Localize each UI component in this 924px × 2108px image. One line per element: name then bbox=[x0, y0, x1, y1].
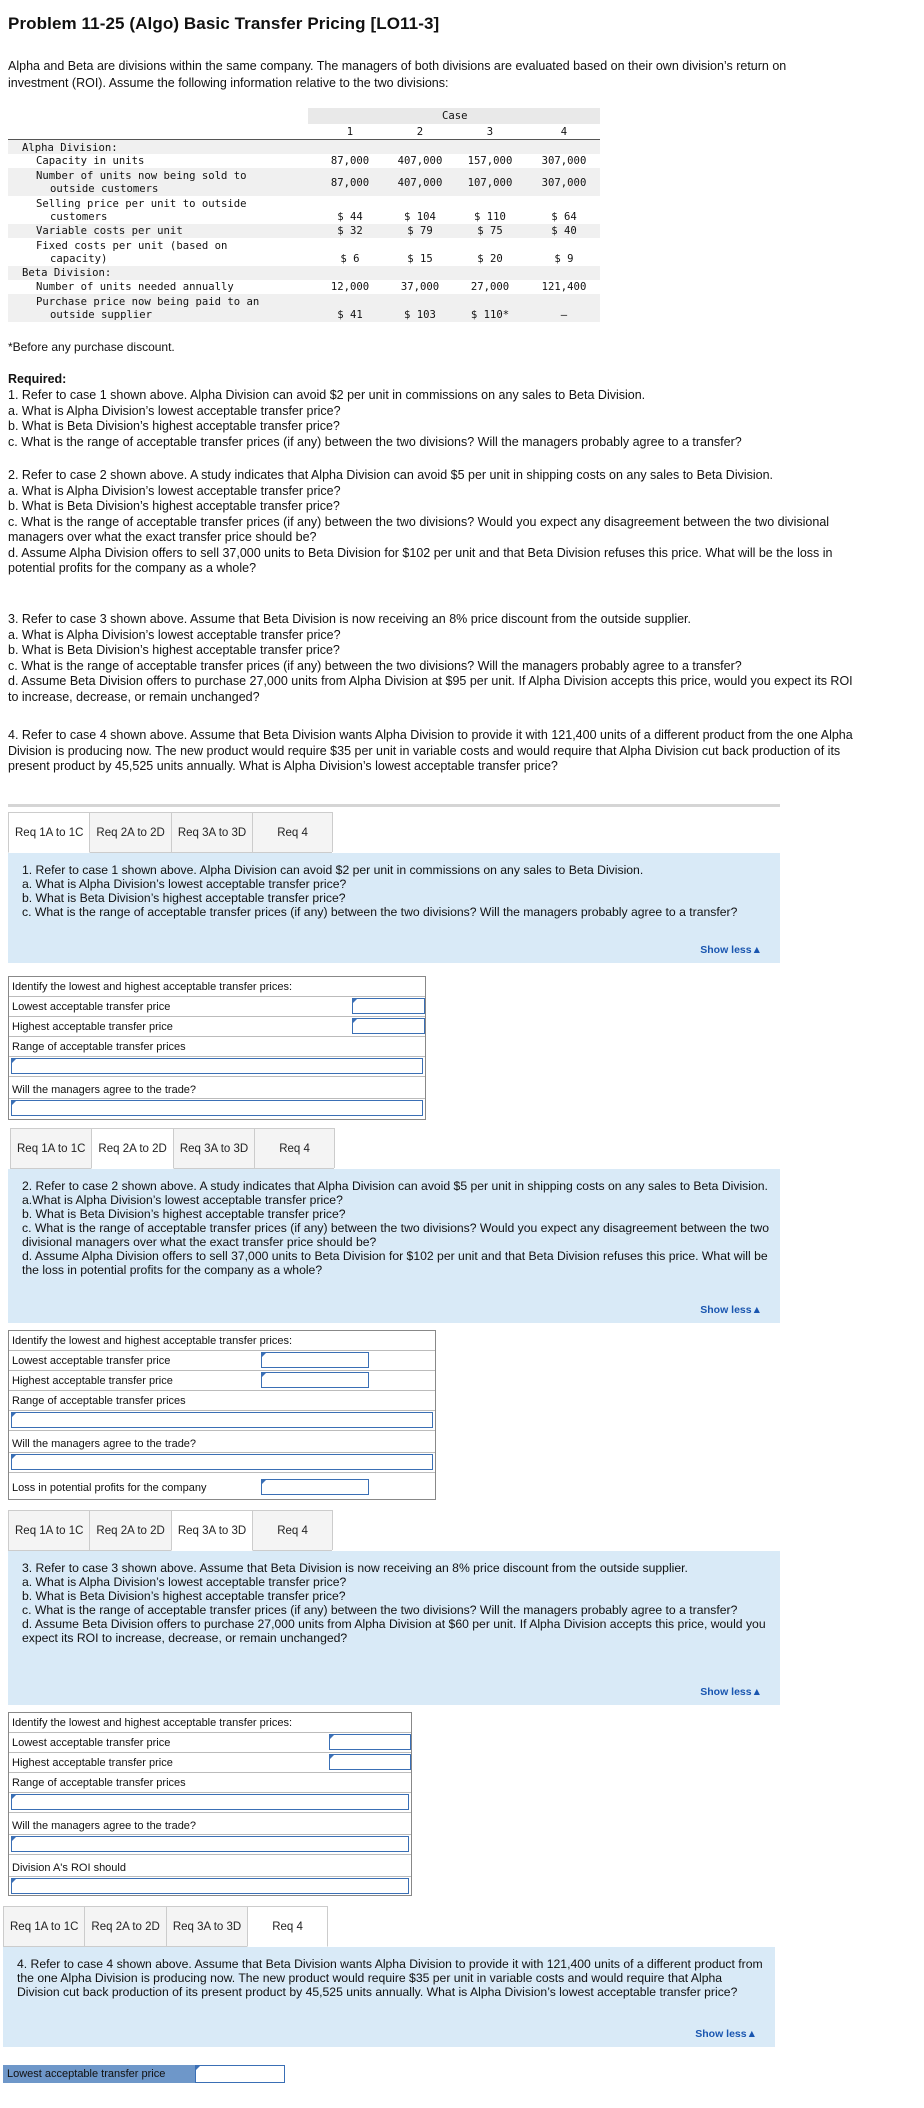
cell-value: $ 64 bbox=[551, 211, 577, 223]
req-line: b. What is Beta Division’s highest acceptable transfer price? bbox=[8, 419, 340, 433]
cell-value: 12,000 bbox=[330, 281, 370, 293]
answer-label: Lowest acceptable transfer price bbox=[12, 1737, 171, 1749]
table-row bbox=[9, 1411, 435, 1431]
cell-value: $ 110* bbox=[470, 309, 510, 321]
answer-table-1 bbox=[8, 976, 426, 1120]
cell-value: $ 104 bbox=[404, 211, 436, 223]
row-label: capacity) bbox=[50, 253, 108, 265]
cell-value: 87,000 bbox=[330, 155, 370, 167]
row-label: outside customers bbox=[50, 183, 159, 195]
row-label: customers bbox=[50, 211, 108, 223]
row-label: Fixed costs per unit (based on bbox=[36, 240, 228, 252]
tab-req-3a-3d[interactable]: Req 3A to 3D bbox=[173, 1128, 255, 1168]
cell-value: 407,000 bbox=[397, 177, 443, 189]
table-row bbox=[9, 1057, 425, 1077]
answer-table-3 bbox=[8, 1712, 412, 1896]
answer-label: Lowest acceptable transfer price bbox=[12, 1355, 171, 1367]
question-line: b. What is Beta Division’s highest acceptable transfer price? bbox=[22, 1207, 346, 1221]
question-line: b. What is Beta Division’s highest acceptable transfer price? bbox=[22, 1589, 346, 1603]
table-row bbox=[9, 1037, 425, 1057]
cell-value: $ 103 bbox=[404, 309, 436, 321]
tab-req-4[interactable]: Req 4 bbox=[252, 812, 333, 852]
table-row bbox=[8, 238, 600, 266]
answer-label: Range of acceptable transfer prices bbox=[12, 1777, 186, 1789]
case-header: Case bbox=[442, 110, 468, 122]
tab-req-4[interactable]: Req 4 bbox=[254, 1128, 335, 1168]
req-line: d. Assume Alpha Division offers to sell 37,000 units to Beta Division for $102 per unit and that Beta Division refuses this price. What will be the loss in potential profits for the company as a whole? bbox=[8, 545, 833, 575]
required-1 bbox=[8, 388, 866, 450]
req-line: 3. Refer to case 3 shown above. Assume that Beta Division is now receiving an 8% price discount from the outside supplier. bbox=[8, 612, 692, 626]
divider bbox=[8, 804, 780, 807]
table-row bbox=[8, 140, 600, 154]
answer-label: Will the managers agree to the trade? bbox=[12, 1820, 197, 1832]
req-line: 2. Refer to case 2 shown above. A study indicates that Alpha Division can avoid $5 per unit in shipping costs on any sales to Beta Division. bbox=[8, 468, 774, 482]
required-heading: Required: bbox=[8, 372, 67, 386]
show-less-link[interactable]: Show less▲ bbox=[700, 944, 762, 956]
highest-price-input[interactable] bbox=[329, 1754, 411, 1770]
question-line: c. What is the range of acceptable transfer prices (if any) between the two divisions? Will the managers probably agree to a transfer? bbox=[22, 905, 738, 919]
cell-value: $ 75 bbox=[477, 225, 503, 237]
cell-value: $ 9 bbox=[554, 253, 574, 265]
question-line: c. What is the range of acceptable transfer prices (if any) between the two divisions? Would you expect any disagreement between the two divisional managers over what the exact transfer price should be? bbox=[22, 1221, 770, 1249]
table-row bbox=[9, 1855, 411, 1877]
agree-select[interactable] bbox=[11, 1454, 433, 1470]
lowest-price-input[interactable] bbox=[195, 2065, 285, 2083]
table-row bbox=[9, 997, 425, 1017]
case-number: 1 bbox=[346, 126, 354, 138]
question-line: 3. Refer to case 3 shown above. Assume that Beta Division is now receiving an 8% price discount from the outside supplier. bbox=[22, 1561, 688, 1575]
row-label: Selling price per unit to outside bbox=[36, 198, 247, 210]
req-line: a. What is Alpha Division’s lowest acceptable transfer price? bbox=[8, 483, 341, 498]
cell-value: $ 32 bbox=[337, 225, 363, 237]
table-row bbox=[9, 1473, 435, 1499]
table-row bbox=[8, 280, 600, 294]
range-select[interactable] bbox=[11, 1794, 409, 1810]
question-line: d. Assume Alpha Division offers to sell 37,000 units to Beta Division for $102 per unit and that Beta Division refuses this price. What will be the loss in potential profits for the company as a whole? bbox=[22, 1249, 768, 1277]
question-line: 1. Refer to case 1 shown above. Alpha Division can avoid $2 per unit in commissions on any sales to Beta Division. bbox=[22, 863, 644, 877]
tab-req-3a-3d[interactable]: Req 3A to 3D bbox=[166, 1906, 248, 1946]
cell-value: 121,400 bbox=[541, 281, 587, 293]
cell-value: $ 79 bbox=[407, 225, 433, 237]
row-label: Variable costs per unit bbox=[36, 225, 183, 237]
question-box bbox=[8, 1169, 780, 1323]
table-row bbox=[9, 1017, 425, 1037]
range-select[interactable] bbox=[11, 1412, 433, 1428]
question-line: d. Assume Beta Division offers to purchase 27,000 units from Alpha Division at $60 per unit. If Alpha Division accepts this price, would you expect its ROI to increase, decrease, or remain unchanged? bbox=[22, 1617, 766, 1645]
table-row bbox=[8, 224, 600, 238]
table-row bbox=[8, 294, 600, 322]
intro-text: Alpha and Beta are divisions within the same company. The managers of both divisions are evaluated based on their own division’s return on investment (ROI). Assume the following information relative to the two divisions: bbox=[8, 59, 787, 90]
tab-req-3a-3d[interactable]: Req 3A to 3D bbox=[171, 1510, 253, 1551]
table-row bbox=[9, 1753, 411, 1773]
cell-value: 407,000 bbox=[397, 155, 443, 167]
table-row bbox=[9, 977, 425, 997]
answer-label: Lowest acceptable transfer price bbox=[12, 1001, 171, 1013]
tab-req-3a-3d[interactable]: Req 3A to 3D bbox=[171, 812, 253, 852]
case-data-table bbox=[8, 108, 600, 326]
answer-label: Division A's ROI should bbox=[12, 1862, 126, 1874]
table-row bbox=[9, 1713, 411, 1733]
case-number: 4 bbox=[560, 126, 568, 138]
show-less-link[interactable]: Show less▲ bbox=[700, 1686, 762, 1698]
required-3 bbox=[8, 612, 866, 705]
lowest-price-label: Lowest acceptable transfer price bbox=[3, 2065, 195, 2083]
req-line: d. Assume Beta Division offers to purchase 27,000 units from Alpha Division at $95 per unit. If Alpha Division accepts this price, would you expect its ROI to increase, decrease, or remain unchanged? bbox=[8, 674, 853, 704]
req-line: a. What is Alpha Division’s lowest acceptable transfer price? bbox=[8, 403, 341, 418]
row-label: Capacity in units bbox=[36, 155, 145, 167]
tab-req-2a-2d[interactable]: Req 2A to 2D bbox=[89, 1510, 171, 1550]
cell-value: $ 40 bbox=[551, 225, 577, 237]
cell-value: $ 44 bbox=[337, 211, 363, 223]
cell-value: 157,000 bbox=[467, 155, 513, 167]
cell-value: 307,000 bbox=[541, 177, 587, 189]
question-line: 4. Refer to case 4 shown above. Assume that Beta Division wants Alpha Division to provide it with 121,400 units of a different product from the one Alpha Division is producing now. The new product would require $35 per unit in variable costs and would require that Alpha Division cut back production of its present product by 45,525 units annually. What is Alpha Division’s lowest acceptable transfer price? bbox=[17, 1957, 763, 1999]
lowest-price-input[interactable] bbox=[329, 1734, 411, 1750]
section-heading: Alpha Division: bbox=[22, 142, 118, 154]
tab-req-1a-1c[interactable]: Req 1A to 1C bbox=[8, 812, 90, 853]
table-row bbox=[9, 1077, 425, 1099]
table-row bbox=[9, 1835, 411, 1855]
req-line: c. What is the range of acceptable transfer prices (if any) between the two divisions? Will the managers probably agree to a transfer? bbox=[8, 658, 742, 673]
question-line: a. What is Alpha Division’s lowest acceptable transfer price? bbox=[22, 1575, 347, 1589]
case-number: 3 bbox=[486, 126, 494, 138]
question-line: a.What is Alpha Division’s lowest acceptable transfer price? bbox=[22, 1193, 343, 1207]
table-row bbox=[9, 1431, 435, 1453]
table-row bbox=[8, 266, 600, 280]
case-number: 2 bbox=[416, 126, 424, 138]
table-row bbox=[8, 154, 600, 168]
req-line: a. What is Alpha Division’s lowest acceptable transfer price? bbox=[8, 627, 341, 642]
answer-label: Will the managers agree to the trade? bbox=[12, 1084, 197, 1096]
tab-req-1a-1c[interactable]: Req 1A to 1C bbox=[10, 1128, 92, 1168]
req-line: 1. Refer to case 1 shown above. Alpha Division can avoid $2 per unit in commissions on any sales to Beta Division. bbox=[8, 388, 646, 402]
table-row bbox=[9, 1773, 411, 1793]
cell-value: 87,000 bbox=[330, 177, 370, 189]
tab-bar bbox=[3, 1906, 327, 1947]
req-line: b. What is Beta Division’s highest acceptable transfer price? bbox=[8, 643, 340, 657]
table-row bbox=[9, 1733, 411, 1753]
answer-label: Highest acceptable transfer price bbox=[12, 1021, 173, 1033]
answer-label: Range of acceptable transfer prices bbox=[12, 1395, 186, 1407]
tab-req-2a-2d[interactable]: Req 2A to 2D bbox=[91, 1128, 173, 1169]
tab-req-1a-1c[interactable]: Req 1A to 1C bbox=[3, 1906, 85, 1946]
loss-input[interactable] bbox=[261, 1479, 369, 1495]
req-line: b. What is Beta Division’s highest acceptable transfer price? bbox=[8, 499, 340, 513]
lowest-price-input[interactable] bbox=[352, 998, 425, 1014]
question-box bbox=[8, 853, 780, 963]
question-line: c. What is the range of acceptable transfer prices (if any) between the two divisions? Will the managers probably agree to a transfer? bbox=[22, 1603, 738, 1617]
answer-label: Highest acceptable transfer price bbox=[12, 1757, 173, 1769]
required-4 bbox=[8, 728, 866, 775]
row-label: Number of units needed annually bbox=[36, 281, 234, 293]
cell-value: 307,000 bbox=[541, 155, 587, 167]
cell-value: $ 15 bbox=[407, 253, 433, 265]
show-less-link[interactable]: Show less▲ bbox=[695, 2028, 757, 2040]
question-line: b. What is Beta Division’s highest acceptable transfer price? bbox=[22, 891, 346, 905]
tab-req-2a-2d[interactable]: Req 2A to 2D bbox=[89, 812, 171, 852]
cell-value: $ 20 bbox=[477, 253, 503, 265]
table-row bbox=[9, 1813, 411, 1835]
answer-label: Range of acceptable transfer prices bbox=[12, 1041, 186, 1053]
question-box bbox=[3, 1947, 775, 2047]
range-select[interactable] bbox=[11, 1058, 423, 1074]
roi-select[interactable] bbox=[11, 1878, 409, 1894]
highest-price-input[interactable] bbox=[352, 1018, 425, 1034]
answer-label: Highest acceptable transfer price bbox=[12, 1375, 173, 1387]
answer-label: Loss in potential profits for the company bbox=[12, 1482, 207, 1494]
tab-req-1a-1c[interactable]: Req 1A to 1C bbox=[8, 1510, 90, 1550]
table-row bbox=[9, 1877, 411, 1897]
answer-heading: Identify the lowest and highest acceptable transfer prices: bbox=[12, 981, 293, 993]
agree-select[interactable] bbox=[11, 1100, 423, 1116]
page-title: Problem 11-25 (Algo) Basic Transfer Pricing [LO11-3] bbox=[8, 14, 440, 33]
tab-bar bbox=[8, 1510, 332, 1551]
table-row bbox=[8, 196, 600, 224]
question-line: a. What is Alpha Division’s lowest acceptable transfer price? bbox=[22, 877, 347, 891]
section-heading: Beta Division: bbox=[22, 267, 112, 279]
cell-value: $ 6 bbox=[340, 253, 360, 265]
agree-select[interactable] bbox=[11, 1836, 409, 1852]
tab-req-4[interactable]: Req 4 bbox=[247, 1906, 328, 1947]
row-label: Purchase price now being paid to an bbox=[36, 296, 260, 308]
cell-value: 27,000 bbox=[470, 281, 510, 293]
question-box bbox=[8, 1551, 780, 1705]
required-2 bbox=[8, 468, 866, 577]
show-less-link[interactable]: Show less▲ bbox=[700, 1304, 762, 1316]
tab-req-2a-2d[interactable]: Req 2A to 2D bbox=[84, 1906, 166, 1946]
answer-heading: Identify the lowest and highest acceptable transfer prices: bbox=[12, 1717, 293, 1729]
row-label: Number of units now being sold to bbox=[36, 170, 247, 182]
cell-value: $ 41 bbox=[337, 309, 363, 321]
tab-bar bbox=[10, 1128, 334, 1169]
answer-heading: Identify the lowest and highest acceptable transfer prices: bbox=[12, 1335, 293, 1347]
table-row bbox=[9, 1371, 435, 1391]
lowest-price-input[interactable] bbox=[261, 1352, 369, 1368]
case-number-row bbox=[8, 124, 600, 140]
table-row bbox=[9, 1391, 435, 1411]
table-row bbox=[9, 1331, 435, 1351]
question-line: 2. Refer to case 2 shown above. A study indicates that Alpha Division can avoid $5 per unit in shipping costs on any sales to Beta Division. bbox=[22, 1179, 768, 1193]
req-line: c. What is the range of acceptable transfer prices (if any) between the two divisions? Will the managers probably agree to a transfer? bbox=[8, 434, 742, 449]
cell-value: 37,000 bbox=[400, 281, 440, 293]
row-label: outside supplier bbox=[50, 309, 153, 321]
table-row bbox=[9, 1351, 435, 1371]
table-row bbox=[9, 1793, 411, 1813]
cell-value: – bbox=[560, 309, 568, 321]
cell-value: 107,000 bbox=[467, 177, 513, 189]
tab-req-4[interactable]: Req 4 bbox=[252, 1510, 333, 1550]
req-line: c. What is the range of acceptable transfer prices (if any) between the two divisions? Would you expect any disagreement between the two divisional managers over what the exact transfer price should be? bbox=[8, 514, 830, 544]
table-row bbox=[9, 1453, 435, 1473]
table-row bbox=[8, 168, 600, 196]
cell-value: $ 110 bbox=[474, 211, 506, 223]
highest-price-input[interactable] bbox=[261, 1372, 369, 1388]
req-line: 4. Refer to case 4 shown above. Assume that Beta Division wants Alpha Division to provide it with 121,400 units of a different product from the one Alpha Division is producing now. The new product would require $35 per unit in variable costs and would require that Alpha Division cut back production of its present product by 45,525 units annually. What is Alpha Division’s lowest acceptable transfer price? bbox=[8, 728, 853, 773]
tab-bar bbox=[8, 812, 332, 853]
answer-label: Will the managers agree to the trade? bbox=[12, 1438, 197, 1450]
answer-table-2 bbox=[8, 1330, 436, 1500]
table-row bbox=[9, 1099, 425, 1119]
footnote: *Before any purchase discount. bbox=[8, 340, 175, 354]
